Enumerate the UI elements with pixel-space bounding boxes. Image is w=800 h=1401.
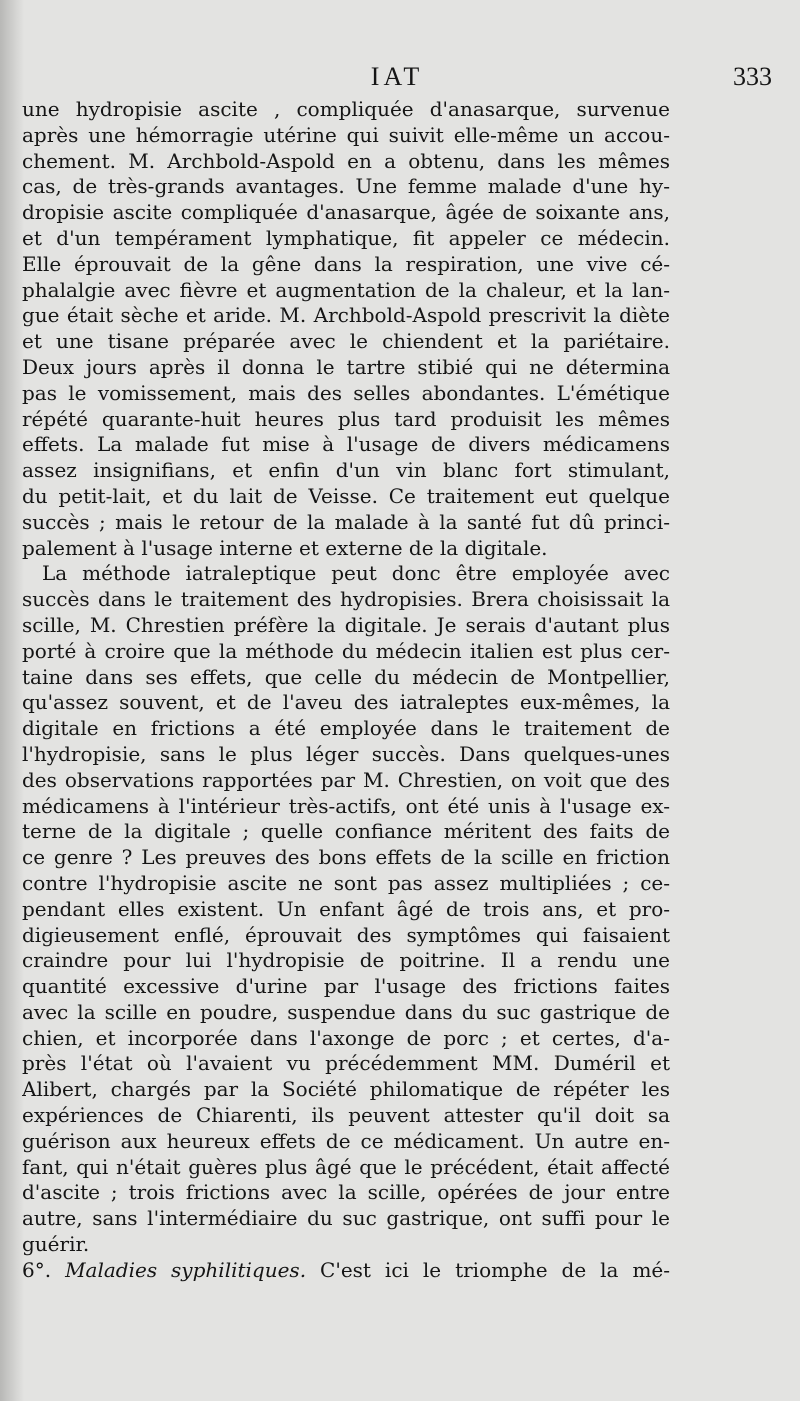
text-line: Elle éprouvait de la gêne dans la respiration, une vive cé- bbox=[22, 251, 670, 276]
text-line: une hydropisie ascite , compliquée d'anasarque, survenue bbox=[22, 97, 670, 121]
text-line: chement. M. Archbold-Aspold en a obtenu, dans les mêmes bbox=[22, 148, 670, 173]
text-line: Deux jours après il donna le tartre stibié qui ne détermina bbox=[22, 354, 670, 379]
text-line: phalalgie avec fièvre et augmentation de la chaleur, et la lan- bbox=[22, 277, 670, 302]
text-line: porté à croire que la méthode du médecin italien est plus cer- bbox=[22, 638, 670, 663]
text-line: près l'état où l'avaient vu précédemment MM. Duméril et bbox=[22, 1051, 670, 1076]
section-text: C'est ici le triomphe de la mé- bbox=[320, 1257, 670, 1282]
text-line: terne de la digitale ; quelle confiance méritent des faits de bbox=[22, 819, 670, 844]
section-heading: Maladies syphilitiques. bbox=[65, 1257, 307, 1282]
text-line: La méthode iatraleptique peut donc être employée avec bbox=[42, 561, 670, 586]
text-line: assez insignifians, et enfin d'un vin blanc fort stimulant, bbox=[22, 458, 670, 483]
text-line: expériences de Chiarenti, ils peuvent attester qu'il doit sa bbox=[22, 1103, 670, 1128]
text-line: palement à l'usage interne et externe de la digitale. bbox=[22, 535, 548, 560]
page-number: 333 bbox=[733, 62, 772, 91]
text-line: des observations rapportées par M. Chrestien, on voit que des bbox=[22, 767, 670, 792]
section-heading-line bbox=[22, 1258, 670, 1284]
page-gutter-shadow bbox=[0, 0, 24, 1401]
text-line: scille, M. Chrestien préfère la digitale. Je serais d'autant plus bbox=[22, 612, 670, 637]
text-line: succès dans le traitement des hydropisies. Brera choisissait la bbox=[22, 587, 670, 612]
text-line: et d'un tempérament lymphatique, fit appeler ce médecin. bbox=[22, 225, 670, 250]
text-line: du petit-lait, et du lait de Veisse. Ce traitement eut quelque bbox=[22, 483, 670, 508]
text-line: médicamens à l'intérieur très-actifs, ont été unis à l'usage ex- bbox=[22, 793, 670, 818]
text-line: craindre pour lui l'hydropisie de poitrine. Il a rendu une bbox=[22, 948, 670, 973]
text-line: digitale en frictions a été employée dans le traitement de bbox=[22, 716, 670, 741]
running-title: IAT bbox=[370, 62, 424, 91]
text-line: ce genre ? Les preuves des bons effets de la scille en friction bbox=[22, 845, 670, 870]
text-line: guérison aux heureux effets de ce médicament. Un autre en- bbox=[22, 1128, 670, 1153]
text-line: qu'assez souvent, et de l'aveu des iatraleptes eux-mêmes, la bbox=[22, 690, 670, 715]
body-text bbox=[22, 97, 670, 1284]
text-line: quantité excessive d'urine par l'usage des frictions faites bbox=[22, 974, 670, 999]
text-line: d'ascite ; trois frictions avec la scille, opérées de jour entre bbox=[22, 1180, 670, 1205]
text-line: succès ; mais le retour de la malade à la santé fut dû princi- bbox=[22, 509, 670, 534]
text-line: Alibert, chargés par la Société philomatique de répéter les bbox=[22, 1077, 670, 1102]
text-line: gue était sèche et aride. M. Archbold-Aspold prescrivit la diète bbox=[22, 303, 670, 328]
text-line: pas le vomissement, mais des selles abondantes. L'émétique bbox=[22, 380, 670, 405]
text-line: avec la scille en poudre, suspendue dans du suc gastrique de bbox=[22, 999, 670, 1024]
text-line: digieusement enflé, éprouvait des symptômes qui faisaient bbox=[22, 922, 670, 947]
text-line: taine dans ses effets, que celle du médecin de Montpellier, bbox=[22, 664, 670, 689]
text-line: et une tisane préparée avec le chiendent et la pariétaire. bbox=[22, 329, 670, 354]
text-line: pendant elles existent. Un enfant âgé de trois ans, et pro- bbox=[22, 896, 670, 921]
text-line: après une hémorragie utérine qui suivit elle-même un accou- bbox=[22, 122, 670, 147]
text-line: dropisie ascite compliquée d'anasarque, âgée de soixante ans, bbox=[22, 200, 670, 225]
text-line: guérir. bbox=[22, 1232, 90, 1257]
text-line: chien, et incorporée dans l'axonge de porc ; et certes, d'a- bbox=[22, 1025, 670, 1050]
text-line: l'hydropisie, sans le plus léger succès. Dans quelques-unes bbox=[22, 741, 670, 766]
text-line: effets. La malade fut mise à l'usage de divers médicamens bbox=[22, 432, 670, 457]
text-line: autre, sans l'intermédiaire du suc gastrique, ont suffi pour le bbox=[22, 1206, 670, 1231]
page-header bbox=[22, 62, 772, 96]
text-line: contre l'hydropisie ascite ne sont pas assez multipliées ; ce- bbox=[22, 870, 670, 895]
section-number: 6°. bbox=[22, 1257, 52, 1282]
text-line: cas, de très-grands avantages. Une femme malade d'une hy- bbox=[22, 174, 670, 199]
text-line: fant, qui n'était guères plus âgé que le précédent, était affecté bbox=[22, 1154, 670, 1179]
text-line: répété quarante-huit heures plus tard produisit les mêmes bbox=[22, 406, 670, 431]
